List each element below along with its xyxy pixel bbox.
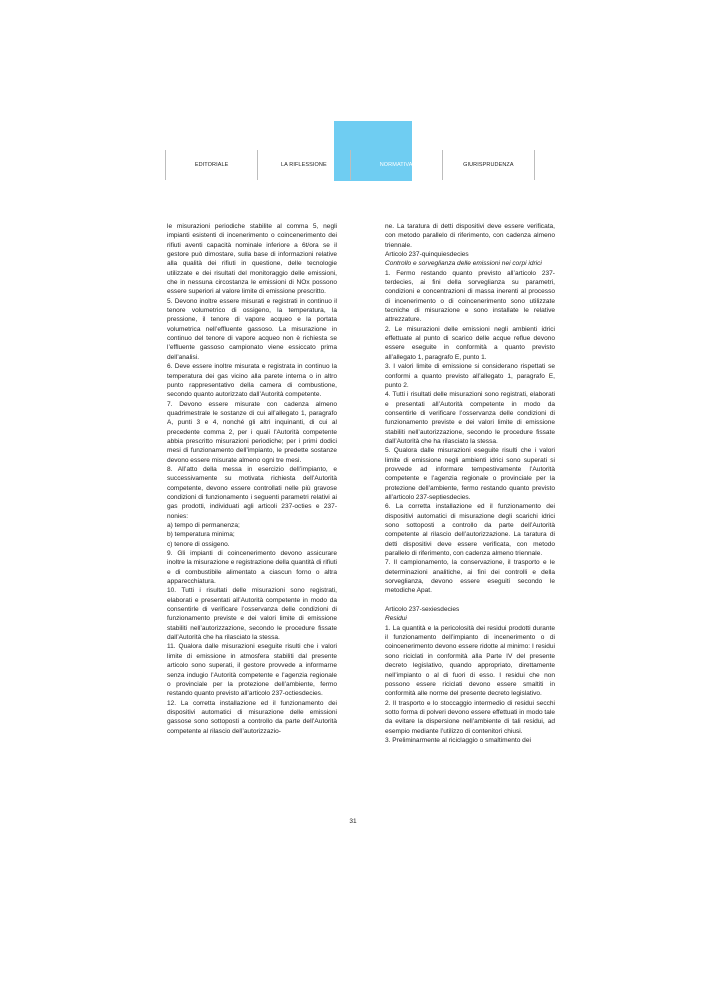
list-item: b) temperatura minima; — [167, 531, 235, 539]
paragraph: 2. Le misurazioni delle emissioni negli ambienti idrici effettuate al punto di scarico delle acque reflue devono essere eseguite in conformità a quanto previsto all’allegato 1, paragrafo E, punto 1. — [385, 325, 555, 361]
paragraph: 5. Devono inoltre essere misurati e registrati in continuo il tenore volumetrico di ossigeno, la temperatura, la pressione, il tenore di vapore acqueo e la portata volumetrica nell’effluente gassoso. La misurazione in continuo del tenore di vapore acqueo non è richiesta se l’effluente gassoso campionato viene essiccato prima dell’analisi. — [167, 297, 337, 361]
paragraph: 3. I valori limite di emissione si considerano rispettati se conformi a quanto previsto all’allegato 1, paragrafo E, punto 2. — [385, 363, 555, 389]
paragraph: 6. La corretta installazione ed il funzionamento dei dispositivi automatici di misurazione degli scarichi idrici sono sottoposti a controllo da parte dell’Autorità competente al rilascio dell’autorizzazione. La taratura di detti dispositivi deve essere verificata, con metodo parallelo di riferimento, con cadenza almeno triennale. — [385, 503, 555, 558]
article-title: Articolo 237-quinquiesdecies — [385, 251, 469, 259]
article-subtitle: Controllo e sorveglianza delle emissioni nei corpi idrici — [385, 260, 542, 268]
paragraph: 1. Fermo restando quanto previsto all’articolo 237-terdecies, ai fini della sorveglianza su parametri, condizioni e concentrazioni di massa inerenti al processo di incenerimento o di coincenerimento sono utilizzate tecniche di misurazione e sono installate le relative attrezzature. — [385, 269, 555, 324]
paragraph: 7. Devono essere misurate con cadenza almeno quadrimestrale le sostanze di cui all’allegato 1, paragrafo A, punti 3 e 4, nonché gli altri inquinanti, di cui al precedente comma 2, per i quali l’Autorità competente abbia prescritto misurazioni periodiche; per i primi dodici mesi di funzionamento dell’impianto, le predette sostanze devono essere misurate almeno ogni tre mesi. — [167, 400, 337, 464]
paragraph: ne. La taratura di detti dispositivi deve essere verificata, con metodo parallelo di riferimento, con cadenza almeno triennale. — [385, 223, 555, 249]
paragraph: 6. Deve essere inoltre misurata e registrata in continuo la temperatura dei gas vicino alla parete interna o in altro punto rappresentativo della camera di combustione, secondo quanto autorizzato dall’Autorità competente. — [167, 363, 337, 399]
paragraph: 7. Il campionamento, la conservazione, il trasporto e le determinazioni analitiche, ai fini dei controlli e della sorveglianza, devono essere eseguiti secondo le metodiche Apat. — [385, 559, 555, 595]
paragraph: 1. La quantità e la pericolosità dei residui prodotti durante il funzionamento dell’impianto di incenerimento o di coincenerimento devono essere ridotte al minimo: I residui sono riciclati in conformità alla Parte IV del presente decreto legislativo, quando appropriato, direttamente nell’impianto o al di fuori di esso. I residui che non possono essere riciclati devono essere smaltiti in conformità alle norme del presente decreto legislativo. — [385, 624, 555, 698]
paragraph: 2. Il trasporto e lo stoccaggio intermedio di residui secchi sotto forma di polveri devono essere effettuati in modo tale da evitare la dispersione nell’ambiente di tali residui, ad esempio mediante l’utilizzo di contenitori chiusi. — [385, 699, 555, 735]
tab-editoriale[interactable]: EDITORIALE — [165, 150, 257, 180]
page-number: 31 — [349, 818, 357, 825]
paragraph: 5. Qualora dalle misurazioni eseguite risulti che i valori limite di emissione negli ambienti idrici sono superati si provvede ad informare tempestivamente l’Autorità competente e l’agenzia regionale o provinciale per la protezione dell’ambiente, fermo restando quanto previsto all’articolo 237-septiesdecies. — [385, 447, 555, 501]
section-nav — [165, 150, 535, 180]
paragraph: 4. Tutti i risultati delle misurazioni sono registrati, elaborati e presentati all’Autorità competente in modo da consentirle di verificare l’osservanza delle condizioni di funzionamento previste e dei valori limite di emissione stabiliti nell’autorizzazione, secondo le procedure fissate dall’Autorità che ha rilasciato la stessa. — [385, 391, 555, 445]
paragraph: 12. La corretta installazione ed il funzionamento dei dispositivi automatici di misurazione delle emissioni gassose sono sottoposti a controllo da parte dell’Autorità competente al rilascio dell’autorizzazio- — [167, 699, 337, 735]
paragraph: 9. Gli impianti di coincenerimento devono assicurare inoltre la misurazione e registrazione della quantità di rifiuti e di combustibile alimentato a ciascun forno o altra apparecchiatura. — [167, 550, 337, 586]
list-item: a) tempo di permanenza; — [167, 522, 240, 529]
tab-la-riflessione[interactable]: LA RIFLESSIONE — [257, 150, 349, 180]
left-text-column — [167, 222, 337, 736]
paragraph: le misurazioni periodiche stabilite al comma 5, negli impianti esistenti di incenerimento o coincenerimento dei rifiuti aventi capacità nominale inferiore a 6t/ora se il gestore può dimostare, sulla base di informazioni relative alla qualità dei rifiuti in questione, delle tecnologie utilizzate e dei risultati del monitoraggio delle emissioni, che in nessuna circostanza le emissioni di NOx possono essere superiori al valore limite di emissione prescritto. — [167, 223, 337, 296]
list-item: c) tenore di ossigeno. — [167, 540, 230, 548]
article-title: Articolo 237-sexiesdecies — [385, 606, 460, 614]
tab-giurisprudenza[interactable]: GIURISPRUDENZA — [442, 150, 535, 180]
paragraph: 10. Tutti i risultati delle misurazioni sono registrati, elaborati e presentati all’Autorità competente in modo da consentirle di verificare l’osservanza delle condizioni di funzionamento previste e dei valori limite di emissione stabiliti nell’autorizzazione, secondo le procedure fissate dall’Autorità che ha rilasciato la stessa. — [167, 587, 337, 642]
article-subtitle: Residui — [385, 615, 407, 623]
paragraph: 8. All’atto della messa in esercizio dell’impianto, e successivamente su motivata richiesta dell’Autorità competente, devono essere controllati nelle più gravose condizioni di funzionamento i seguenti parametri relativi ai gas prodotti, individuati agli articoli 237-octies e 237-nonies: — [167, 465, 337, 520]
tab-normativa[interactable]: NORMATIVA — [350, 150, 442, 180]
paragraph: 11. Qualora dalle misurazioni eseguite risulti che i valori limite di emissione in atmosfera stabiliti dal presente articolo sono superati, il gestore provvede a informarne senza indugio l’Autorità competente e l’agenzia regionale o provinciale per la protezione dell’ambiente, fermo restando quanto previsto all’articolo 237-octiesdecies. — [167, 643, 337, 698]
right-text-column — [385, 222, 555, 745]
paragraph: 3. Preliminarmente al riciclaggio o smaltimento dei — [385, 736, 531, 744]
